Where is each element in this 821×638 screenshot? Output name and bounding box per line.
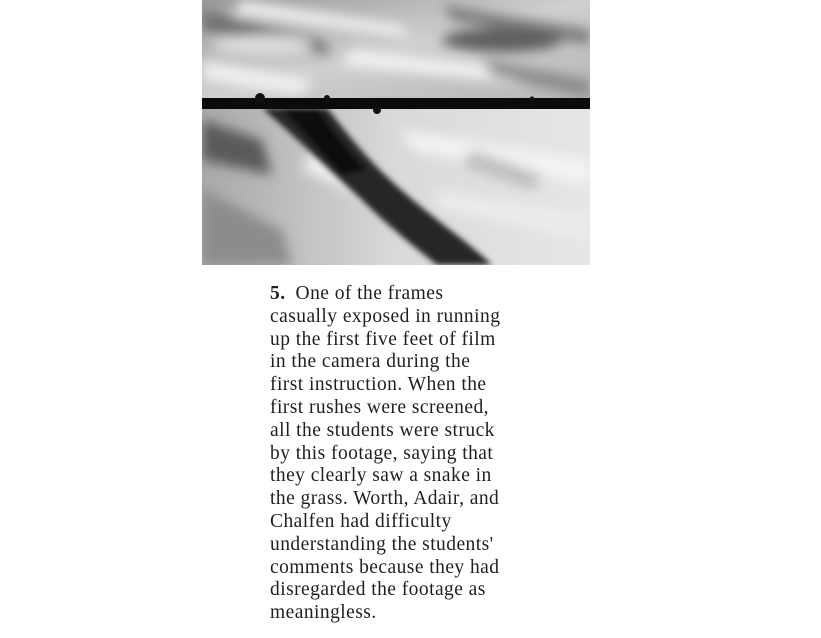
figure-caption bbox=[270, 283, 560, 625]
caption-line: all the students were struck bbox=[270, 419, 495, 441]
figure-number: 5. bbox=[270, 283, 286, 304]
caption-line: first instruction. When the bbox=[270, 374, 487, 396]
caption-line: Chalfen had difficulty bbox=[270, 510, 452, 532]
caption-line: they clearly saw a snake in bbox=[270, 465, 492, 487]
caption-line: first rushes were screened, bbox=[270, 396, 489, 418]
film-frame-photo bbox=[202, 0, 590, 265]
caption-line: comments because they had bbox=[270, 556, 500, 578]
caption-line: understanding the students' bbox=[270, 533, 494, 555]
caption-line: meaningless. bbox=[270, 602, 377, 624]
caption-text: One of the frames bbox=[295, 283, 444, 304]
caption-line: the grass. Worth, Adair, and bbox=[270, 488, 500, 510]
caption-line: up the first five feet of film bbox=[270, 328, 496, 350]
caption-line: in the camera during the bbox=[270, 351, 471, 373]
caption-line: casually exposed in running bbox=[270, 305, 501, 327]
caption-line bbox=[270, 283, 560, 306]
caption-line: by this footage, saying that bbox=[270, 442, 494, 464]
caption-line: disregarded the footage as bbox=[270, 579, 486, 601]
